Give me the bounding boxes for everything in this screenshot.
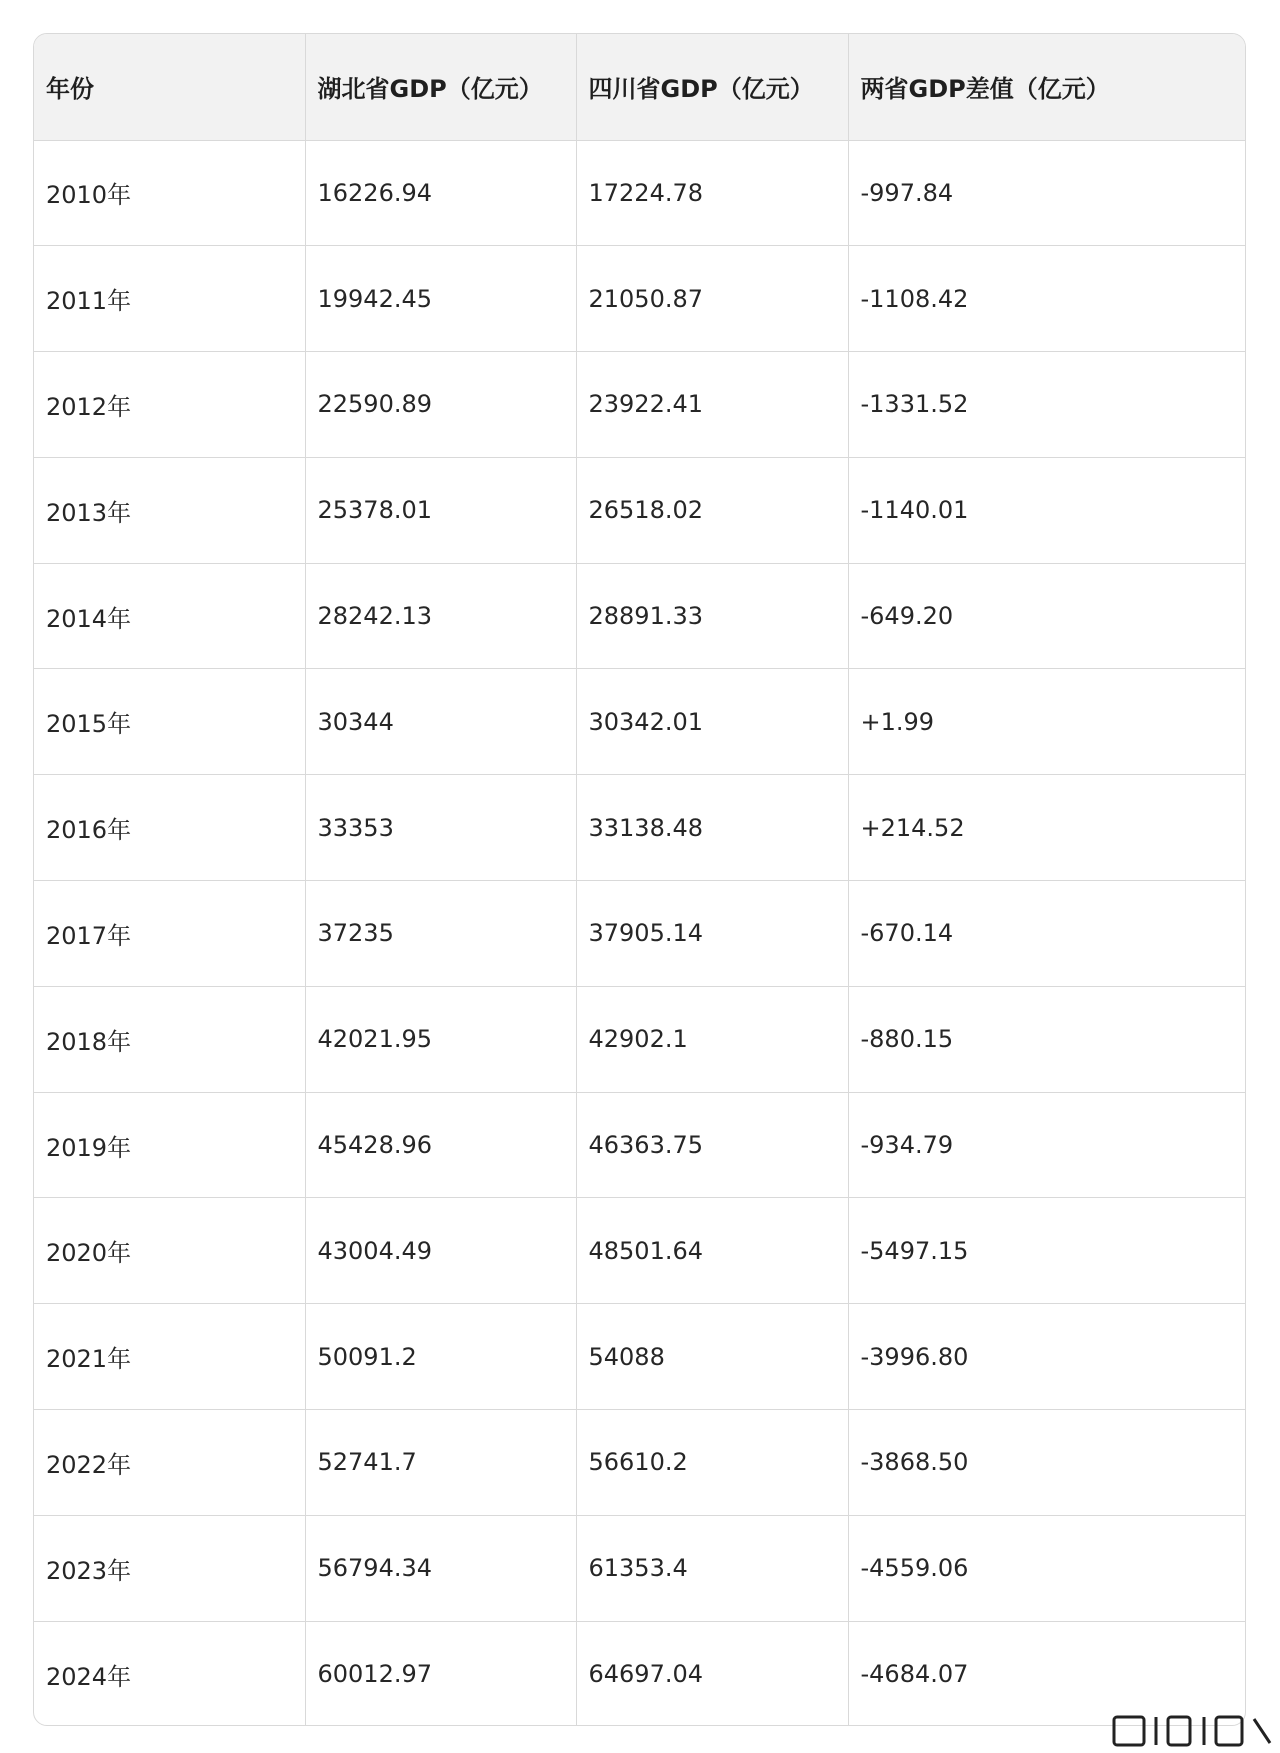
cell-difference: -880.15 xyxy=(848,986,1245,1092)
cell-sichuan-gdp: 21050.87 xyxy=(576,246,848,352)
cell-hubei-gdp: 50091.2 xyxy=(305,1304,576,1410)
gdp-comparison-table xyxy=(33,33,1246,1726)
cell-year: 2015年 xyxy=(34,669,305,775)
table-row xyxy=(34,1621,1245,1726)
cell-year: 2019年 xyxy=(34,1092,305,1198)
cell-year: 2024年 xyxy=(34,1621,305,1726)
cell-sichuan-gdp: 42902.1 xyxy=(576,986,848,1092)
cell-difference: -649.20 xyxy=(848,563,1245,669)
table-row xyxy=(34,1198,1245,1304)
table-row xyxy=(34,986,1245,1092)
cell-sichuan-gdp: 37905.14 xyxy=(576,881,848,987)
header-hubei-gdp: 湖北省GDP（亿元） xyxy=(305,34,576,140)
cell-sichuan-gdp: 23922.41 xyxy=(576,352,848,458)
cell-hubei-gdp: 30344 xyxy=(305,669,576,775)
cell-difference: -5497.15 xyxy=(848,1198,1245,1304)
cell-year: 2018年 xyxy=(34,986,305,1092)
gdp-table xyxy=(34,34,1245,1726)
cell-sichuan-gdp: 61353.4 xyxy=(576,1515,848,1621)
header-year: 年份 xyxy=(34,34,305,140)
cell-year: 2023年 xyxy=(34,1515,305,1621)
cell-year: 2021年 xyxy=(34,1304,305,1410)
cell-hubei-gdp: 43004.49 xyxy=(305,1198,576,1304)
cell-sichuan-gdp: 64697.04 xyxy=(576,1621,848,1726)
table-row xyxy=(34,1515,1245,1621)
cell-year: 2010年 xyxy=(34,140,305,246)
cell-difference: +1.99 xyxy=(848,669,1245,775)
cell-year: 2016年 xyxy=(34,775,305,881)
cell-sichuan-gdp: 33138.48 xyxy=(576,775,848,881)
table-row xyxy=(34,140,1245,246)
cell-sichuan-gdp: 48501.64 xyxy=(576,1198,848,1304)
table-header-row xyxy=(34,34,1245,140)
header-sichuan-gdp: 四川省GDP（亿元） xyxy=(576,34,848,140)
cell-hubei-gdp: 28242.13 xyxy=(305,563,576,669)
cell-year: 2020年 xyxy=(34,1198,305,1304)
table-row xyxy=(34,352,1245,458)
cell-difference: -4559.06 xyxy=(848,1515,1245,1621)
cell-year: 2017年 xyxy=(34,881,305,987)
cell-sichuan-gdp: 46363.75 xyxy=(576,1092,848,1198)
table-row xyxy=(34,563,1245,669)
table-row xyxy=(34,246,1245,352)
cell-year: 2011年 xyxy=(34,246,305,352)
header-gdp-difference: 两省GDP差值（亿元） xyxy=(848,34,1245,140)
table-row xyxy=(34,457,1245,563)
cell-difference: -1331.52 xyxy=(848,352,1245,458)
watermark-logo xyxy=(1108,1711,1278,1753)
cell-sichuan-gdp: 30342.01 xyxy=(576,669,848,775)
cell-difference: -3868.50 xyxy=(848,1410,1245,1516)
cell-hubei-gdp: 22590.89 xyxy=(305,352,576,458)
cell-hubei-gdp: 42021.95 xyxy=(305,986,576,1092)
cell-sichuan-gdp: 28891.33 xyxy=(576,563,848,669)
cell-hubei-gdp: 25378.01 xyxy=(305,457,576,563)
table-row xyxy=(34,1304,1245,1410)
cell-hubei-gdp: 19942.45 xyxy=(305,246,576,352)
cell-difference: -3996.80 xyxy=(848,1304,1245,1410)
cell-year: 2014年 xyxy=(34,563,305,669)
cell-sichuan-gdp: 17224.78 xyxy=(576,140,848,246)
cell-difference: -4684.07 xyxy=(860,1660,969,1689)
table-row xyxy=(34,881,1245,987)
cell-hubei-gdp: 56794.34 xyxy=(305,1515,576,1621)
table-row xyxy=(34,775,1245,881)
cell-difference: -670.14 xyxy=(848,881,1245,987)
cell-difference: -1108.42 xyxy=(848,246,1245,352)
cell-year: 2012年 xyxy=(34,352,305,458)
cell-hubei-gdp: 45428.96 xyxy=(305,1092,576,1198)
cell-sichuan-gdp: 54088 xyxy=(576,1304,848,1410)
cell-hubei-gdp: 37235 xyxy=(305,881,576,987)
cell-hubei-gdp: 33353 xyxy=(305,775,576,881)
cell-sichuan-gdp: 56610.2 xyxy=(576,1410,848,1516)
cell-difference: +214.52 xyxy=(848,775,1245,881)
table-row xyxy=(34,1410,1245,1516)
cell-hubei-gdp: 52741.7 xyxy=(305,1410,576,1516)
cell-hubei-gdp: 60012.97 xyxy=(305,1621,576,1726)
cell-year: 2013年 xyxy=(34,457,305,563)
table-row xyxy=(34,669,1245,775)
cell-year: 2022年 xyxy=(34,1410,305,1516)
cell-sichuan-gdp: 26518.02 xyxy=(576,457,848,563)
cell-difference: -997.84 xyxy=(848,140,1245,246)
cell-hubei-gdp: 16226.94 xyxy=(305,140,576,246)
table-row xyxy=(34,1092,1245,1198)
cell-difference: -934.79 xyxy=(848,1092,1245,1198)
cell-difference: -1140.01 xyxy=(848,457,1245,563)
